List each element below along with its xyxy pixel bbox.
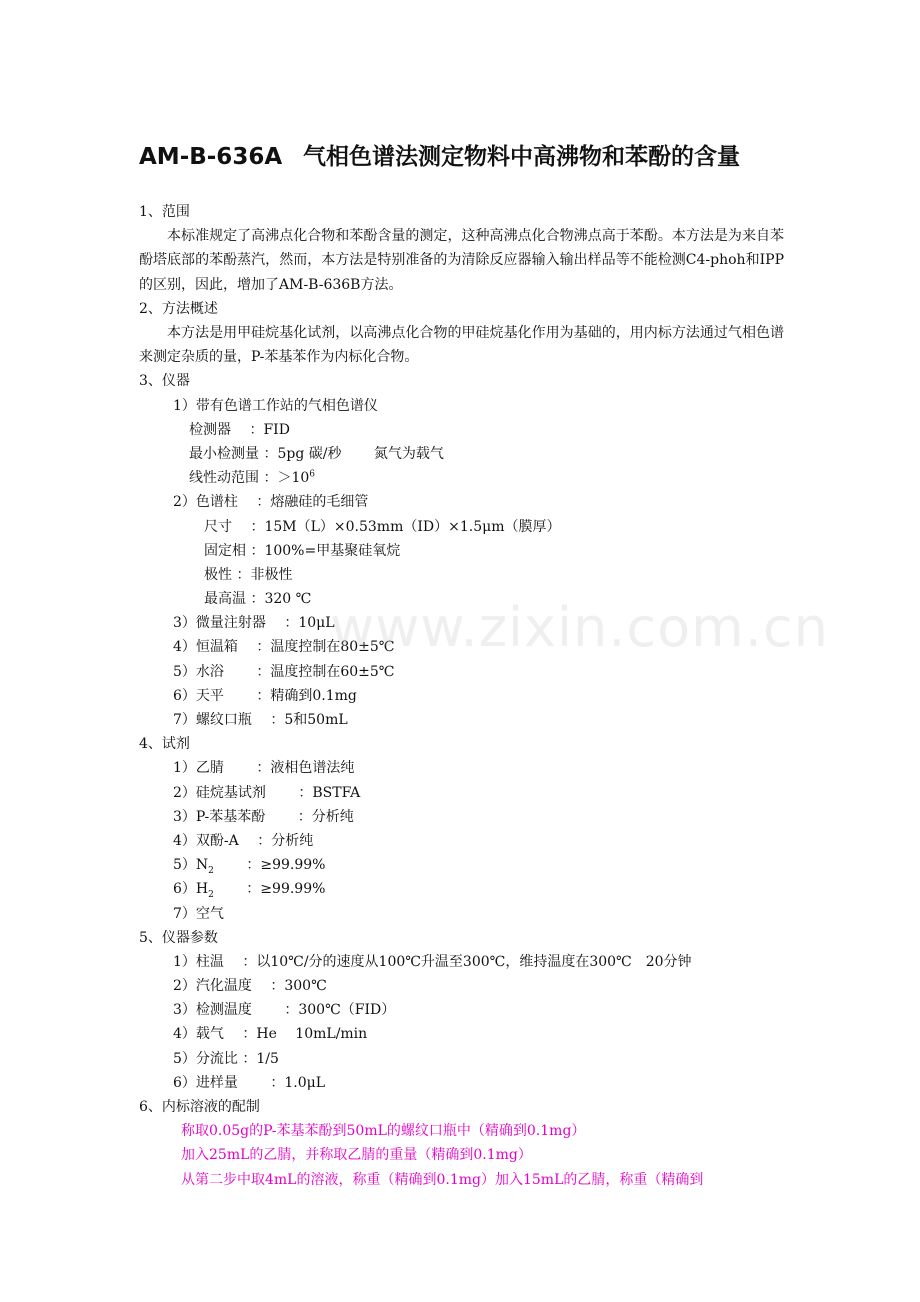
reagent-n2-purity: ：≥99.99%: [213, 857, 326, 874]
section-heading-internal-standard: 6、内标溶液的配制: [139, 1099, 260, 1116]
instrument-detail: 检测器 ：FID: [189, 421, 290, 438]
parameter-item: 5）分流比 ：1/5: [173, 1050, 279, 1067]
reagent-item: 4）双酚-A ：分析纯: [173, 832, 314, 849]
instrument-item: 1）带有色谱工作站的气相色谱仪: [173, 397, 378, 414]
parameter-item: 1）柱温 ：以10℃/分的速度从100℃升温至300℃，维持温度在300℃ 20分钟: [173, 953, 692, 970]
reagent-item: 3）P-苯基苯酚 ：分析纯: [173, 808, 354, 825]
title-code: AM-B-636A: [139, 144, 283, 170]
method-paragraph-text: 本方法是用甲硅烷基化试剂，以高沸点化合物的甲硅烷基化作用为基础的，用内标方法通过气相色谱来测定杂质的量，P-苯基苯作为内标化合物。: [139, 324, 784, 366]
reagent-n2-subscript: 2: [208, 865, 214, 876]
reagent-n2-label: 5）N: [173, 857, 209, 874]
reagent-item: 1）乙腈 ：液相色谱法纯: [173, 760, 355, 777]
parameter-item: 6）进样量 ：1.0μL: [173, 1074, 326, 1091]
section-heading-parameters: 5、仪器参数: [139, 929, 218, 946]
instrument-item: 6）天平 ：精确到0.1mg: [173, 687, 357, 704]
reagent-item: [139, 877, 784, 901]
reagent-h2-purity: ：≥99.99%: [213, 881, 326, 898]
reagent-item: 2）硅烷基试剂 ：BSTFA: [173, 784, 361, 801]
instrument-detail: 最高温 ：320 ℃: [204, 591, 312, 608]
section-heading-method: 2、方法概述: [139, 300, 218, 317]
preparation-step: 称取0.05g的P-苯基苯酚到50mL的螺纹口瓶中（精确到0.1mg）: [181, 1123, 586, 1140]
instrument-detail: 极性 ：非极性: [204, 566, 293, 583]
instrument-item: 3）微量注射器 ：10μL: [173, 615, 335, 632]
scope-paragraph: [139, 224, 784, 297]
instrument-detail: 最小检测量 ：5pg 碳/秒 氮气为载气: [189, 445, 444, 462]
reagent-item: [139, 853, 784, 877]
instrument-item: 4）恒温箱 ：温度控制在80±5℃: [173, 639, 395, 656]
parameter-item: 4）载气 ：He 10mL/min: [173, 1026, 368, 1043]
reagent-h2-label: 6）H: [173, 881, 209, 898]
linear-range-exponent: 6: [309, 469, 315, 480]
linear-range-label: 线性动范围 ：＞10: [189, 470, 310, 487]
section-heading-reagents: 4、试剂: [139, 736, 190, 753]
instrument-item: 2）色谱柱 ：熔融硅的毛细管: [173, 494, 369, 511]
method-paragraph: [139, 321, 784, 369]
parameter-item: 2）汽化温度 ：300℃: [173, 978, 327, 995]
reagent-item: 7）空气: [173, 905, 224, 922]
document-title: [139, 141, 819, 173]
parameter-item: 3）检测温度 ：300℃（FID）: [173, 1002, 396, 1019]
preparation-step: 加入25mL的乙腈，并称取乙腈的重量（精确到0.1mg）: [181, 1147, 532, 1164]
preparation-step: 从第二步中取4mL的溶液，称重（精确到0.1mg）加入15mL的乙腈，称重（精确到: [181, 1171, 704, 1188]
instrument-item: 7）螺纹口瓶 ：5和50mL: [173, 712, 348, 729]
instrument-detail: 尺寸 ：15M（L）×0.53mm（ID）×1.5μm（膜厚）: [204, 518, 561, 535]
watermark: www.zixin.com.cn: [330, 596, 829, 659]
scope-paragraph-text: 本标准规定了高沸点化合物和苯酚含量的测定，这种高沸点化合物沸点高于苯酚。本方法是为来自苯酚塔底部的苯酚蒸汽，然而，本方法是特别准备的为清除反应器输入输出样品等不能检测C4-phoh和IPP的区别，因此，增加了AM-B-636B方法。: [139, 228, 784, 293]
document-body: [139, 200, 784, 1192]
instrument-detail: [139, 466, 784, 490]
title-text: 气相色谱法测定物料中高沸物和苯酚的含量: [303, 144, 740, 170]
instrument-detail: 固定相 ：100%=甲基聚硅氧烷: [204, 542, 401, 559]
reagent-h2-subscript: 2: [208, 890, 214, 901]
section-heading-instruments: 3、仪器: [139, 373, 190, 390]
section-heading-scope: 1、范围: [139, 204, 190, 220]
instrument-item: 5）水浴 ：温度控制在60±5℃: [173, 663, 395, 680]
